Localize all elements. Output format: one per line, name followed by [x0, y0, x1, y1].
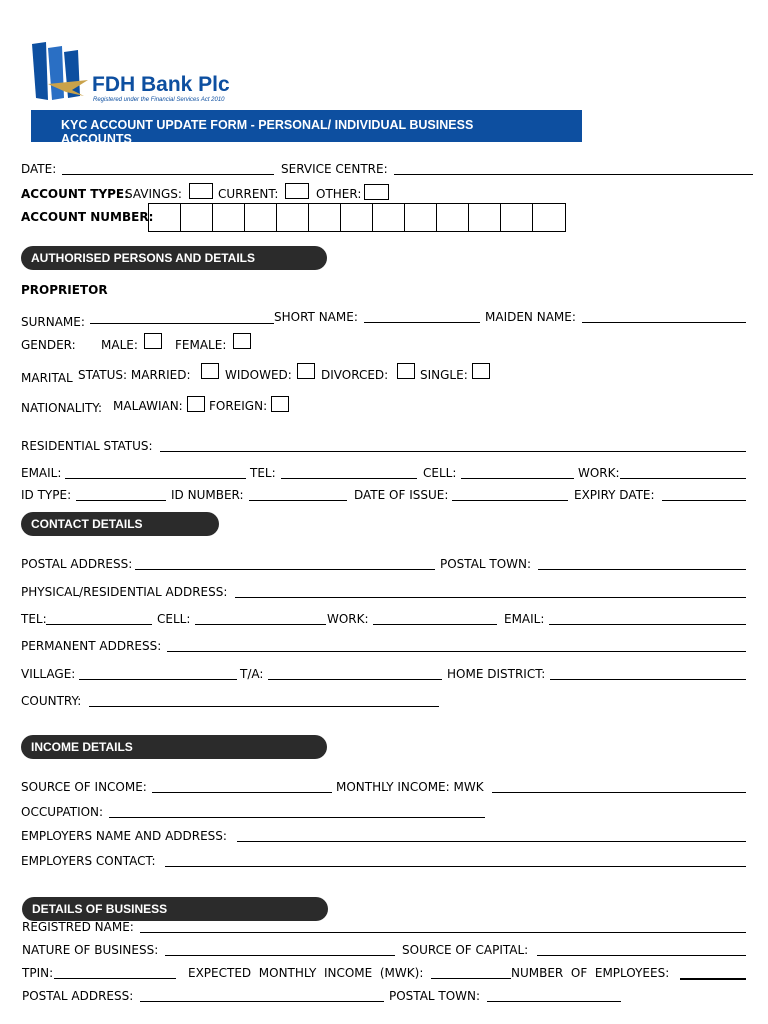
home-district-field[interactable] — [550, 679, 746, 680]
married-label: STATUS: MARRIED: — [78, 368, 191, 382]
female-checkbox[interactable] — [233, 333, 251, 349]
other-checkbox[interactable] — [364, 184, 389, 200]
employers-name-label: EMPLOYERS NAME AND ADDRESS: — [21, 829, 227, 843]
account-number-cell[interactable] — [469, 204, 501, 231]
monthly-income-field[interactable] — [492, 792, 746, 793]
nature-of-business-label: NATURE OF BUSINESS: — [22, 943, 159, 957]
account-number-cell[interactable] — [149, 204, 181, 231]
savings-checkbox[interactable] — [189, 183, 213, 199]
gender-label: GENDER: — [21, 338, 76, 352]
widowed-label: WIDOWED: — [225, 368, 292, 382]
service-centre-field[interactable] — [394, 174, 753, 175]
physical-address-field[interactable] — [235, 597, 746, 598]
current-label: CURRENT: — [218, 187, 279, 201]
nationality-label: NATIONALITY: — [21, 401, 103, 415]
source-of-capital-field[interactable] — [537, 955, 746, 956]
cell-label: CELL: — [423, 466, 457, 480]
contact-email-label: EMAIL: — [504, 612, 545, 626]
ta-field[interactable] — [268, 679, 442, 680]
home-district-label: HOME DISTRICT: — [447, 667, 546, 681]
expiry-date-label: EXPIRY DATE: — [574, 488, 655, 502]
tel-label: TEL: — [250, 466, 276, 480]
work-label: WORK: — [578, 466, 620, 480]
employees-label: NUMBER OF EMPLOYEES: — [511, 966, 670, 980]
source-of-income-field[interactable] — [152, 792, 332, 793]
account-number-cell[interactable] — [405, 204, 437, 231]
business-postal-town-label: POSTAL TOWN: — [389, 989, 481, 1003]
account-type-label: ACCOUNT TYPE: — [21, 187, 129, 201]
maiden-name-label: MAIDEN NAME: — [485, 310, 576, 324]
expiry-date-field[interactable] — [662, 500, 746, 501]
account-number-cell[interactable] — [437, 204, 469, 231]
postal-address-label: POSTAL ADDRESS: — [21, 557, 133, 571]
current-checkbox[interactable] — [285, 183, 309, 199]
employees-field[interactable] — [680, 978, 746, 980]
tel-field[interactable] — [281, 478, 417, 479]
postal-address-field[interactable] — [135, 569, 435, 570]
male-checkbox[interactable] — [144, 333, 162, 349]
contact-work-label: WORK: — [327, 612, 369, 626]
contact-cell-label: CELL: — [157, 612, 191, 626]
account-number-cell[interactable] — [245, 204, 277, 231]
tpin-field[interactable] — [54, 978, 176, 979]
expected-income-label: EXPECTED MONTHLY INCOME (MWK): — [188, 966, 424, 980]
id-type-label: ID TYPE: — [21, 488, 72, 502]
account-number-cell[interactable] — [213, 204, 245, 231]
source-of-income-label: SOURCE OF INCOME: — [21, 780, 147, 794]
proprietor-heading: PROPRIETOR — [21, 283, 108, 297]
id-type-field[interactable] — [76, 500, 166, 501]
occupation-label: OCCUPATION: — [21, 805, 104, 819]
surname-field[interactable] — [90, 323, 274, 324]
cell-field[interactable] — [461, 478, 574, 479]
section-income-details: INCOME DETAILS — [21, 735, 327, 759]
maiden-name-field[interactable] — [582, 322, 746, 323]
contact-tel-field[interactable] — [46, 624, 152, 625]
business-postal-address-field[interactable] — [140, 1001, 384, 1002]
married-checkbox[interactable] — [201, 363, 219, 379]
country-field[interactable] — [89, 706, 439, 707]
village-field[interactable] — [79, 679, 237, 680]
widowed-checkbox[interactable] — [297, 363, 315, 379]
registration-note: Registered under the Financial Services Act 2010 — [93, 97, 225, 103]
date-label: DATE: — [21, 162, 57, 176]
contact-email-field[interactable] — [549, 624, 746, 625]
malawian-checkbox[interactable] — [187, 396, 205, 412]
id-number-field[interactable] — [249, 500, 347, 501]
service-centre-label: SERVICE CENTRE: — [281, 162, 388, 176]
employers-contact-field[interactable] — [165, 866, 746, 867]
business-postal-address-label: POSTAL ADDRESS: — [22, 989, 134, 1003]
registered-name-label: REGISTRED NAME: — [22, 920, 134, 934]
account-number-cell[interactable] — [373, 204, 405, 231]
date-of-issue-field[interactable] — [452, 500, 568, 501]
date-field[interactable] — [62, 174, 274, 175]
country-label: COUNTRY: — [21, 694, 82, 708]
contact-work-field[interactable] — [373, 624, 497, 625]
malawian-label: MALAWIAN: — [113, 399, 183, 413]
date-of-issue-label: DATE OF ISSUE: — [354, 488, 449, 502]
employers-name-field[interactable] — [237, 841, 746, 842]
tpin-label: TPIN: — [22, 966, 54, 980]
business-postal-town-field[interactable] — [487, 1001, 621, 1002]
surname-label: SURNAME: — [21, 315, 85, 329]
section-contact-details: CONTACT DETAILS — [21, 512, 219, 536]
source-of-capital-label: SOURCE OF CAPITAL: — [402, 943, 529, 957]
email-label: EMAIL: — [21, 466, 62, 480]
short-name-label: SHORT NAME: — [274, 310, 358, 324]
female-label: FEMALE: — [175, 338, 227, 352]
single-label: SINGLE: — [420, 368, 468, 382]
marital-label: MARITAL — [21, 371, 73, 385]
form-title-line1: KYC ACCOUNT UPDATE FORM - PERSONAL/ INDIVIDUAL BUSINESS — [61, 118, 474, 132]
account-number-cell[interactable] — [181, 204, 213, 231]
registered-name-field[interactable] — [140, 932, 746, 933]
single-checkbox[interactable] — [472, 363, 490, 379]
ta-label: T/A: — [240, 667, 264, 681]
account-number-cell[interactable] — [533, 204, 565, 231]
divorced-label: DIVORCED: — [321, 368, 389, 382]
form-title-line2: ACCOUNTS — [61, 132, 132, 142]
foreign-checkbox[interactable] — [271, 396, 289, 412]
email-field[interactable] — [65, 478, 246, 479]
residential-status-label: RESIDENTIAL STATUS: — [21, 439, 153, 453]
bank-name: FDH Bank Plc — [92, 73, 230, 96]
occupation-field[interactable] — [109, 817, 485, 818]
male-label: MALE: — [101, 338, 138, 352]
divorced-checkbox[interactable] — [397, 363, 415, 379]
village-label: VILLAGE: — [21, 667, 76, 681]
savings-label: SAVINGS: — [125, 187, 182, 201]
foreign-label: FOREIGN: — [209, 399, 268, 413]
physical-address-label: PHYSICAL/RESIDENTIAL ADDRESS: — [21, 585, 228, 599]
section-authorised-persons: AUTHORISED PERSONS AND DETAILS — [21, 246, 327, 270]
residential-status-field[interactable] — [160, 451, 746, 452]
section-business-details: DETAILS OF BUSINESS — [22, 897, 328, 921]
expected-income-field[interactable] — [431, 978, 511, 979]
employers-contact-label: EMPLOYERS CONTACT: — [21, 854, 156, 868]
work-field[interactable] — [620, 478, 746, 479]
account-number-cell[interactable] — [341, 204, 373, 231]
contact-cell-field[interactable] — [195, 624, 326, 625]
id-number-label: ID NUMBER: — [171, 488, 244, 502]
postal-town-field[interactable] — [538, 569, 746, 570]
permanent-address-label: PERMANENT ADDRESS: — [21, 639, 162, 653]
account-number-label: ACCOUNT NUMBER: — [21, 210, 154, 224]
account-number-cell[interactable] — [501, 204, 533, 231]
account-number-cell[interactable] — [277, 204, 309, 231]
postal-town-label: POSTAL TOWN: — [440, 557, 532, 571]
fdh-logo-icon — [28, 40, 92, 104]
contact-tel-label: TEL: — [21, 612, 47, 626]
nature-of-business-field[interactable] — [165, 955, 395, 956]
account-number-cell[interactable] — [309, 204, 341, 231]
permanent-address-field[interactable] — [167, 651, 746, 652]
short-name-field[interactable] — [364, 322, 480, 323]
other-label: OTHER: — [316, 187, 362, 201]
monthly-income-label: MONTHLY INCOME: MWK — [336, 780, 484, 794]
form-title-banner — [31, 110, 582, 142]
account-number-grid[interactable] — [148, 203, 566, 232]
